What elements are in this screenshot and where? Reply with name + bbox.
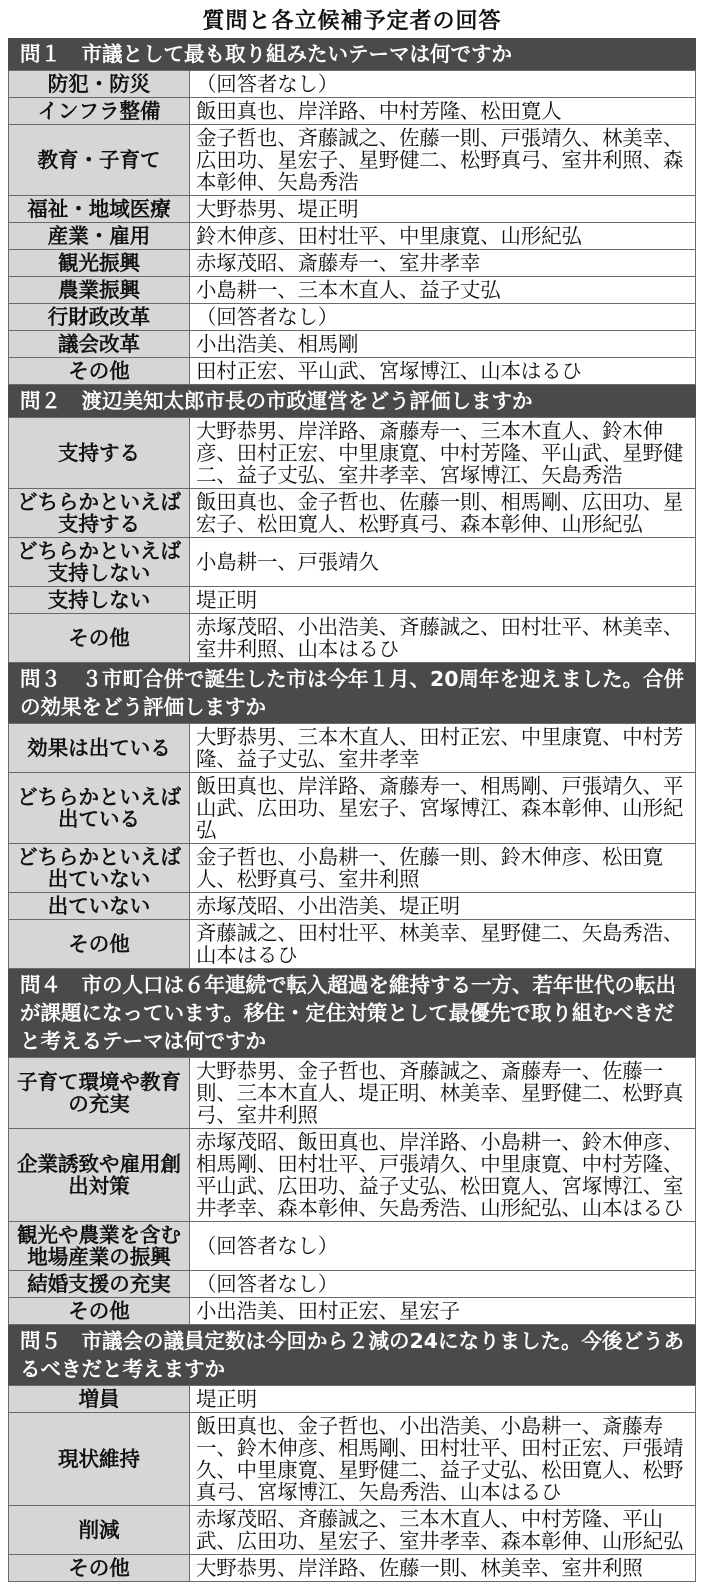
- table-row: [9, 538, 696, 587]
- question-heading: 問１ 市議として最も取り組みたいテーマは何ですか: [8, 38, 696, 70]
- respondent-names: 赤塚茂昭、斎藤寿一、室井孝幸: [190, 250, 696, 277]
- answer-option-label: どちらかといえば出ている: [9, 773, 190, 844]
- table-row: [9, 98, 696, 125]
- answer-option-label: 支持する: [9, 418, 190, 489]
- respondent-names: 大野恭男、三本木直人、田村正宏、中里康寛、中村芳隆、益子丈弘、室井孝幸: [190, 724, 696, 773]
- table-row: [9, 331, 696, 358]
- answer-option-label: 福祉・地域医療: [9, 196, 190, 223]
- respondent-names: （回答者なし）: [190, 71, 696, 98]
- answer-table: [8, 723, 696, 969]
- answer-table: [8, 1057, 696, 1325]
- answer-option-label: 出ていない: [9, 893, 190, 920]
- table-row: [9, 773, 696, 844]
- table-row: [9, 358, 696, 385]
- table-row: [9, 489, 696, 538]
- table-row: [9, 418, 696, 489]
- table-row: [9, 1413, 696, 1506]
- respondent-names: 小島耕一、三本木直人、益子丈弘: [190, 277, 696, 304]
- respondent-names: 飯田真也、岸洋路、中村芳隆、松田寛人: [190, 98, 696, 125]
- answer-option-label: 増員: [9, 1386, 190, 1413]
- answer-option-label: 観光や農業を含む地場産業の振興: [9, 1222, 190, 1271]
- answer-option-label: 支持しない: [9, 587, 190, 614]
- answer-option-label: どちらかといえば出ていない: [9, 844, 190, 893]
- respondent-names: 大野恭男、金子哲也、斉藤誠之、斎藤寿一、佐藤一則、三本木直人、堤正明、林美幸、星野健二、松野真弓、室井利照: [190, 1058, 696, 1129]
- table-row: [9, 1058, 696, 1129]
- respondent-names: 大野恭男、岸洋路、斎藤寿一、三本木直人、鈴木伸彦、田村正宏、中里康寛、中村芳隆、平山武、星野健二、益子丈弘、室井孝幸、宮塚博江、矢島秀浩: [190, 418, 696, 489]
- table-row: [9, 1506, 696, 1555]
- respondent-names: 大野恭男、岸洋路、佐藤一則、林美幸、室井利照: [190, 1555, 696, 1582]
- answer-option-label: その他: [9, 358, 190, 385]
- respondent-names: 小島耕一、戸張靖久: [190, 538, 696, 587]
- answer-option-label: その他: [9, 1298, 190, 1325]
- answer-option-label: 防犯・防災: [9, 71, 190, 98]
- respondent-names: （回答者なし）: [190, 1271, 696, 1298]
- table-row: [9, 1555, 696, 1582]
- respondent-names: 堤正明: [190, 587, 696, 614]
- answer-option-label: その他: [9, 614, 190, 663]
- respondent-names: 斉藤誠之、田村壮平、林美幸、星野健二、矢島秀浩、山本はるひ: [190, 920, 696, 969]
- respondent-names: 田村正宏、平山武、宮塚博江、山本はるひ: [190, 358, 696, 385]
- respondent-names: （回答者なし）: [190, 304, 696, 331]
- respondent-names: 小出浩美、相馬剛: [190, 331, 696, 358]
- table-row: [9, 587, 696, 614]
- question-heading: 問４ 市の人口は６年連続で転入超過を維持する一方、若年世代の転出が課題になっています。移住・定住対策として最優先で取り組むべきだと考えるテーマは何ですか: [8, 969, 696, 1057]
- table-row: [9, 893, 696, 920]
- answer-option-label: 議会改革: [9, 331, 190, 358]
- respondent-names: 鈴木伸彦、田村壮平、中里康寛、山形紀弘: [190, 223, 696, 250]
- answer-option-label: 産業・雇用: [9, 223, 190, 250]
- respondent-names: 赤塚茂昭、斉藤誠之、三本木直人、中村芳隆、平山武、広田功、星宏子、室井孝幸、森本彰伸、山形紀弘: [190, 1506, 696, 1555]
- table-row: [9, 223, 696, 250]
- table-row: [9, 71, 696, 98]
- table-row: [9, 304, 696, 331]
- respondent-names: 赤塚茂昭、飯田真也、岸洋路、小島耕一、鈴木伸彦、相馬剛、田村壮平、戸張靖久、中里康寛、中村芳隆、平山武、広田功、益子丈弘、松田寛人、宮塚博江、室井孝幸、森本彰伸、矢島秀浩、山形紀弘、山本はるひ: [190, 1129, 696, 1222]
- respondent-names: 飯田真也、金子哲也、小出浩美、小島耕一、斎藤寿一、鈴木伸彦、相馬剛、田村壮平、田村正宏、戸張靖久、中里康寛、星野健二、益子丈弘、松田寛人、松野真弓、宮塚博江、矢島秀浩、山本はるひ: [190, 1413, 696, 1506]
- table-row: [9, 1271, 696, 1298]
- answer-option-label: 観光振興: [9, 250, 190, 277]
- question-heading: 問２ 渡辺美知太郎市長の市政運営をどう評価しますか: [8, 385, 696, 417]
- answer-option-label: 効果は出ている: [9, 724, 190, 773]
- table-row: [9, 920, 696, 969]
- question-heading: 問３ ３市町合併で誕生した市は今年１月、20周年を迎えました。合併の効果をどう評価しますか: [8, 663, 696, 723]
- respondent-names: 飯田真也、金子哲也、佐藤一則、相馬剛、広田功、星宏子、松田寛人、松野真弓、森本彰伸、山形紀弘: [190, 489, 696, 538]
- answer-table: [8, 1385, 696, 1582]
- question-heading: 問５ 市議会の議員定数は今回から２減の24になりました。今後どうあるべきだと考えますか: [8, 1325, 696, 1385]
- respondent-names: 金子哲也、小島耕一、佐藤一則、鈴木伸彦、松田寛人、松野真弓、室井利照: [190, 844, 696, 893]
- answer-option-label: どちらかといえば支持する: [9, 489, 190, 538]
- respondent-names: 小出浩美、田村正宏、星宏子: [190, 1298, 696, 1325]
- answer-option-label: 削減: [9, 1506, 190, 1555]
- table-row: [9, 1222, 696, 1271]
- question-list: [8, 38, 696, 1582]
- answer-option-label: インフラ整備: [9, 98, 190, 125]
- answer-option-label: 結婚支援の充実: [9, 1271, 190, 1298]
- answer-option-label: 教育・子育て: [9, 125, 190, 196]
- answer-option-label: 企業誘致や雇用創出対策: [9, 1129, 190, 1222]
- table-row: [9, 196, 696, 223]
- respondent-names: （回答者なし）: [190, 1222, 696, 1271]
- respondent-names: 金子哲也、斉藤誠之、佐藤一則、戸張靖久、林美幸、広田功、星宏子、星野健二、松野真弓、室井利照、森本彰伸、矢島秀浩: [190, 125, 696, 196]
- respondent-names: 赤塚茂昭、小出浩美、斉藤誠之、田村壮平、林美幸、室井利照、山本はるひ: [190, 614, 696, 663]
- table-row: [9, 250, 696, 277]
- answer-option-label: 現状維持: [9, 1413, 190, 1506]
- answer-table: [8, 70, 696, 385]
- table-row: [9, 724, 696, 773]
- answer-option-label: その他: [9, 1555, 190, 1582]
- answer-option-label: 子育て環境や教育の充実: [9, 1058, 190, 1129]
- respondent-names: 飯田真也、岸洋路、斎藤寿一、相馬剛、戸張靖久、平山武、広田功、星宏子、宮塚博江、森本彰伸、山形紀弘: [190, 773, 696, 844]
- answer-option-label: 行財政改革: [9, 304, 190, 331]
- table-row: [9, 614, 696, 663]
- answer-option-label: 農業振興: [9, 277, 190, 304]
- table-row: [9, 277, 696, 304]
- table-row: [9, 1386, 696, 1413]
- answer-option-label: どちらかといえば支持しない: [9, 538, 190, 587]
- table-row: [9, 125, 696, 196]
- table-row: [9, 844, 696, 893]
- answer-table: [8, 417, 696, 663]
- respondent-names: 赤塚茂昭、小出浩美、堤正明: [190, 893, 696, 920]
- respondent-names: 大野恭男、堤正明: [190, 196, 696, 223]
- table-row: [9, 1129, 696, 1222]
- answer-option-label: その他: [9, 920, 190, 969]
- table-row: [9, 1298, 696, 1325]
- page-title: 質問と各立候補予定者の回答: [202, 9, 502, 34]
- respondent-names: 堤正明: [190, 1386, 696, 1413]
